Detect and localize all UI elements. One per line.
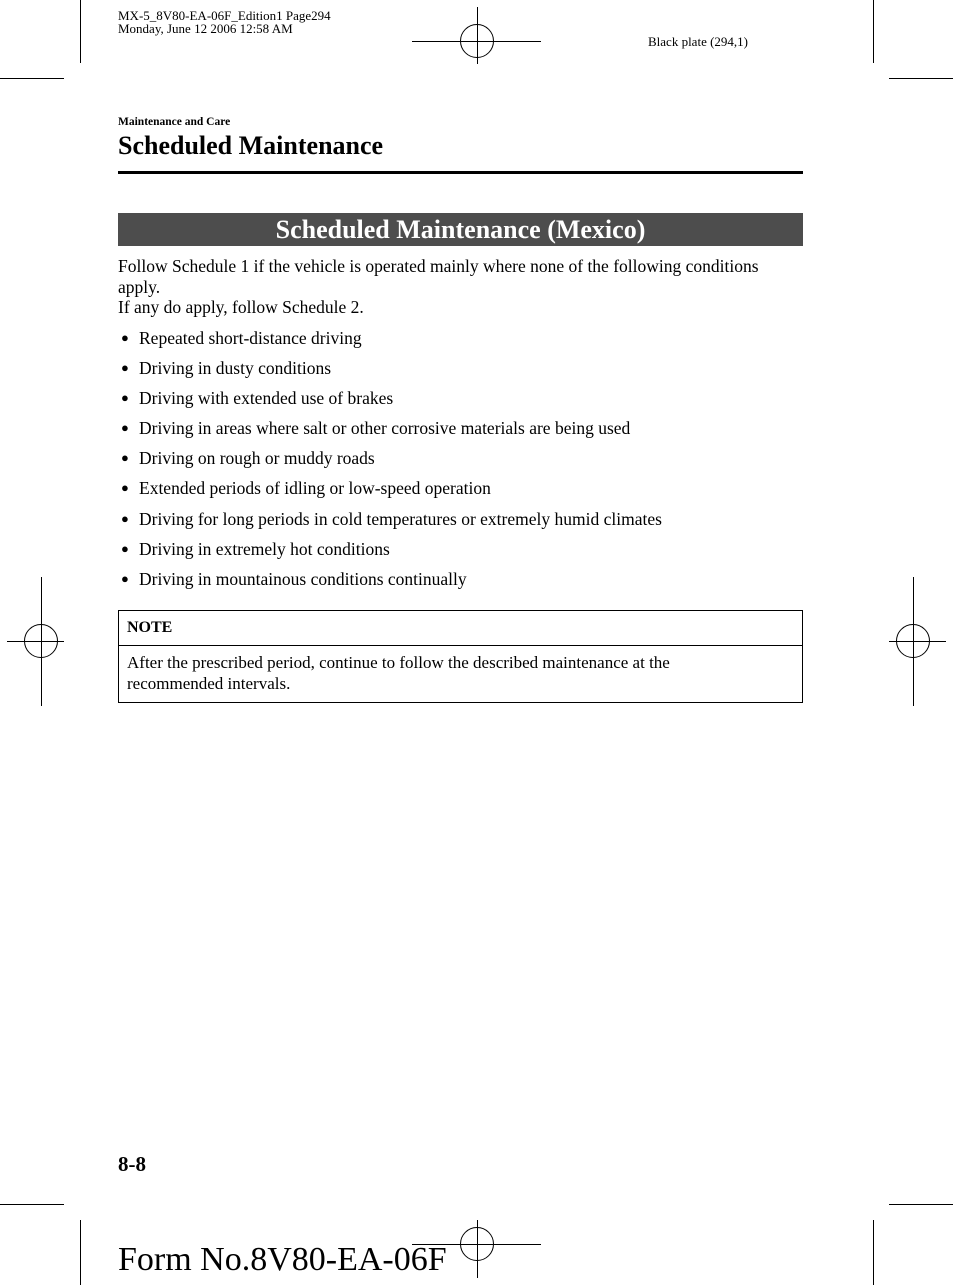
plate-label: Black plate (294,1) [648, 34, 748, 49]
list-item: ● Driving with extended use of brakes [118, 386, 804, 416]
bullet-icon: ● [121, 570, 129, 586]
form-number: Form No.8V80-EA-06F [118, 1241, 447, 1278]
note-header [119, 611, 802, 646]
page-title: Scheduled Maintenance [118, 131, 384, 160]
list-item: ● Repeated short-distance driving [118, 326, 804, 356]
list-item: ● Extended periods of idling or low-speed operation [118, 476, 804, 506]
note-text: After the prescribed period, continue to follow the described maintenance at the recommended intervals. [127, 653, 670, 693]
print-date-line: Monday, June 12 2006 12:58 AM [118, 21, 293, 36]
note-box [118, 610, 803, 703]
page-number: 8-8 [118, 1152, 146, 1176]
list-item: ● Driving in dusty conditions [118, 356, 804, 386]
list-item: ● Driving for long periods in cold temperatures or extremely humid climates [118, 507, 804, 537]
print-job-line: MX-5_8V80-EA-06F_Edition1 Page294 [118, 8, 331, 23]
bullet-icon: ● [121, 330, 129, 345]
list-item: ● Driving in areas where salt or other corrosive materials are being used [118, 416, 804, 446]
section-label: Maintenance and Care [118, 116, 231, 128]
bullet-icon: ● [121, 540, 129, 556]
title-divider [118, 171, 803, 174]
list-item: ● Driving on rough or muddy roads [118, 446, 804, 476]
bullet-icon: ● [121, 510, 129, 526]
conditions-list [118, 326, 804, 597]
intro-line-1: Follow Schedule 1 if the vehicle is operated mainly where none of the following conditions apply. [118, 256, 759, 297]
intro-text [118, 256, 804, 318]
bullet-icon: ● [121, 480, 129, 496]
bullet-icon: ● [121, 450, 129, 466]
section-banner: Scheduled Maintenance (Mexico) [118, 213, 803, 246]
bullet-icon: ● [121, 390, 129, 406]
bullet-icon: ● [121, 420, 129, 436]
note-heading: NOTE [127, 619, 173, 636]
bullet-icon: ● [121, 360, 129, 376]
list-item: ● Driving in extremely hot conditions [118, 537, 804, 567]
list-item: ● Driving in mountainous conditions continually [118, 567, 804, 597]
intro-line-2: If any do apply, follow Schedule 2. [118, 297, 364, 317]
